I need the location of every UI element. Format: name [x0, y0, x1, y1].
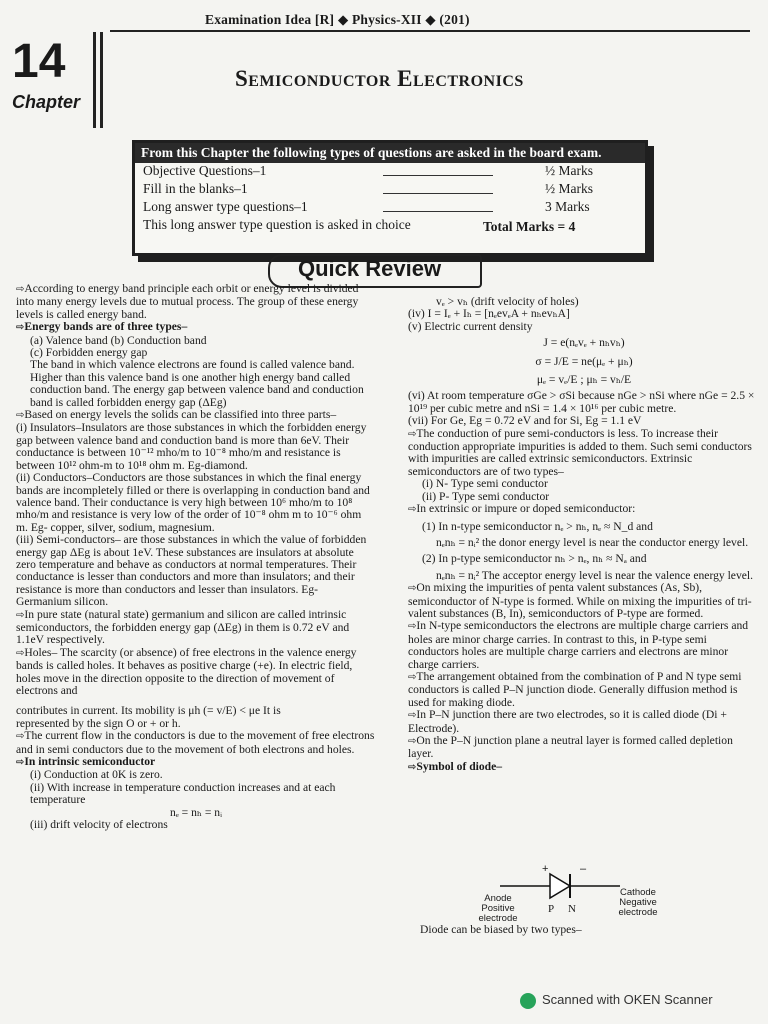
para: ⇨ On the P–N junction plane a neutral layer is formed called depletion layer.: [408, 735, 760, 761]
anode-label: Anode Positive electrode: [478, 893, 518, 924]
para: ⇨ In extrinsic or impure or doped semiconductor:: [408, 503, 760, 516]
question-marks: ½ Marks: [545, 163, 593, 178]
chapter-number: 14: [12, 35, 66, 88]
question-row: [135, 163, 645, 181]
diode-p: P: [548, 903, 555, 915]
para: (1) In n-type semiconductor nₑ > nₕ, nₑ ≈ N_d and: [422, 519, 653, 533]
para: (i) N- Type semi conductor: [422, 477, 548, 491]
para: (iii) drift velocity of electrons: [30, 818, 168, 832]
diode-bias-line: [420, 924, 750, 936]
chapter-divider-bar-2: [100, 32, 103, 128]
para: (i) Conduction at 0K is zero.: [30, 768, 163, 782]
diode-minus: –: [580, 863, 587, 875]
para: (iii) Semi-conductors– are those substances in which the value of forbidden energy gap ΔEg is about 1eV. These substances are insulators at absolute zero temperature and behave as conductors at normal temperatures. Their conductance is lesser than conductors and more than insulators; and their resistance is more than conductors and lesser than insulators. Eg- Germanium silicon.: [16, 533, 367, 609]
para: (a) Valence band (b) Conduction band: [30, 333, 207, 347]
para: nₑnₕ = nᵢ² the donor energy level is near the conductor energy level.: [436, 535, 749, 549]
question-types-box: [132, 140, 648, 256]
scanner-footer: [520, 992, 713, 1009]
formula: nₑ = nₕ = nᵢ: [170, 805, 222, 819]
para: contributes in current. Its mobility is μh (= v/E) < μe It is: [16, 704, 281, 718]
chapter-divider-bar: [93, 32, 96, 128]
para: ⇨ On mixing the impurities of penta valent substances (As, Sb), semiconductor of N-type is formed. While on mixing the impurities of tri-valent substances (B, In), semiconductors of P-type are formed.: [408, 582, 760, 620]
formula: μₑ = vₑ/E ; μₕ = vₕ/E: [536, 373, 632, 387]
para: (vii) For Ge, Eg = 0.72 eV and for Si, Eg = 1.1 eV: [408, 414, 642, 428]
running-title: Examination Idea [R] ◆ Physics-XII ◆ (201): [205, 12, 470, 27]
diode-plus: +: [542, 863, 549, 875]
para: ⇨ The current flow in the conductors is due to the movement of free electrons and in semi conductors due to the movement of both electrons and holes.: [16, 730, 376, 756]
page-title: Semiconductor Electronics: [235, 66, 524, 91]
para: (iv) I = Iₑ + Iₕ = [nₑevₑA + nₕevₕA]: [408, 307, 570, 321]
para: ⇨ Energy bands are of three types–: [16, 321, 376, 334]
diode-n: N: [568, 903, 576, 915]
question-marks: 3 Marks: [545, 199, 590, 214]
para: (ii) P- Type semi conductor: [422, 489, 550, 503]
para: ⇨ In intrinsic semiconductor: [16, 756, 376, 769]
question-type: Long answer type questions–1: [143, 199, 308, 214]
para: nₑnₕ = nᵢ² The acceptor energy level is near the valence energy level.: [436, 568, 754, 582]
question-row: [135, 181, 645, 199]
para: Diode can be biased by two types–: [420, 923, 582, 936]
formula: J = e(nₑvₑ + nₕvₕ): [543, 336, 625, 350]
para: (ii) With increase in temperature conduction increases and at each temperature: [30, 780, 336, 807]
cathode-label: Cathode Negative electrode: [618, 887, 658, 918]
quick-review-label: Quick Review: [298, 256, 442, 281]
question-row-last: [135, 217, 645, 235]
left-column: [16, 283, 376, 831]
para: ⇨ In N-type semiconductors the electrons are multiple charge carriers and holes are minor charge carries. In contrast to this, in P-type semi conductors holes are multiple charge carriers and electrons are minor charge carriers.: [408, 620, 760, 671]
footer-text: Scanned with OKEN Scanner: [542, 992, 713, 1007]
question-box-heading: From this Chapter the following types of questions are asked in the board exam.: [135, 143, 645, 163]
total-marks: Total Marks = 4: [483, 219, 576, 234]
para: represented by the sign O or + or h.: [16, 716, 181, 730]
chapter-label: Chapter: [12, 92, 81, 112]
para: (ii) Conductors–Conductors are those substances in which the final energy bands are incompletely filled or there is overlapping in conduction band and valence band. Their conductance is very high between 10⁶ mho/m to 10⁸ mho/m and resistance is very low of the order of 10⁻⁸ ohm m to 10⁻⁶ ohm m. Eg- copper, silver, sodium, magnesium.: [16, 471, 370, 534]
para: ⇨ In P–N junction there are two electrodes, so it is called diode (Di + Electrode).: [408, 709, 760, 735]
para: ⇨ Based on energy levels the solids can be classified into three parts–: [16, 409, 376, 422]
para: (c) Forbidden energy gap: [30, 346, 148, 360]
formula: σ = J/E = ne(μₑ + μₕ): [535, 354, 633, 368]
para: ⇨ In pure state (natural state) germanium and silicon are called intrinsic semiconductors, the forbidden energy gap (ΔEg) in them is 0.72 eV and 1.1eV respectively.: [16, 609, 376, 647]
para: ⇨ The arrangement obtained from the combination of P and N type semi conductors is called P–N junction diode. Generally diffusion method is used for making diode.: [408, 671, 760, 709]
question-type: Fill in the blanks–1: [143, 181, 248, 196]
para: ⇨ The conduction of pure semi-conductors is less. To increase their conduction appropriate impurities is added to them. Such semi conductors with impurities are called extrinsic semiconductors. Extrinsic semiconductors are of two types–: [408, 428, 760, 479]
para: ⇨ Symbol of diode–: [408, 761, 760, 774]
para: ⇨ Holes– The scarcity (or absence) of free electrons in the valence energy bands is called holes. It behaves as positive charge (+e). In electric field, holes move in the direction opposite to the direction of movement of electrons and: [16, 647, 376, 698]
para: ⇨ According to energy band principle each orbit or energy level is divided into many energy levels due to mutual process. The group of these energy levels is called energy band.: [16, 283, 376, 321]
para: (i) Insulators–Insulators are those substances in which the forbidden energy gap between valence band and conduction band is more than 6eV. Their conductance is between 10⁻¹² mho/m to 10⁻⁸ mho/m and resistance is between 10¹² ohm-m to 10¹⁸ ohm m. Eg-diamond.: [16, 421, 367, 472]
para: The band in which valence electrons are found is called valence band. Higher than this valence band is one another high energy band called conduction band. The energy gap between valence band and conduction band is called forbidden energy gap (ΔEg): [30, 358, 364, 409]
header-rule: [110, 30, 750, 32]
para: (vi) At room temperature σGe > σSi because nGe > nSi where nGe = 2.5 × 10¹⁹ per cubic metre and nSi = 1.4 × 10¹⁶ per cubic metre.: [408, 389, 755, 415]
question-marks: ½ Marks: [545, 181, 593, 196]
para: (2) In p-type semiconductor nₕ > nₑ, nₕ ≈ Nₐ and: [422, 552, 647, 566]
scanner-logo-icon: [520, 993, 536, 1009]
right-column: [408, 296, 760, 774]
diode-symbol: [470, 863, 660, 928]
question-choice-note: This long answer type question is asked in choice: [143, 217, 411, 232]
question-type: Objective Questions–1: [143, 163, 267, 178]
para: (v) Electric current density: [408, 319, 533, 333]
question-row: [135, 199, 645, 217]
para: vₑ > vₕ (drift velocity of holes): [436, 295, 579, 308]
